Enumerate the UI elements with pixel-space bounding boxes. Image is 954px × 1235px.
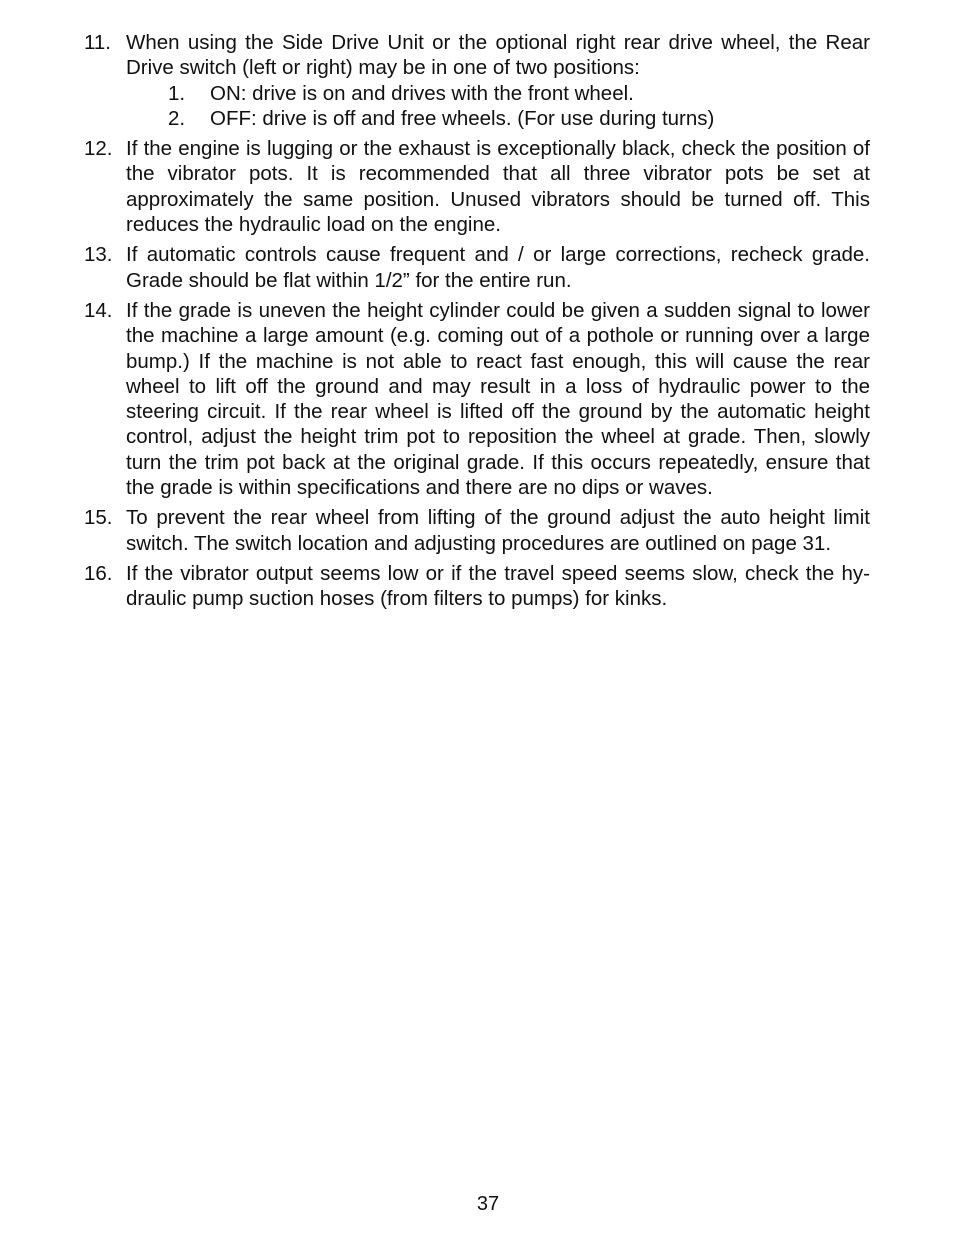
sub-item-number: 2. <box>168 106 186 130</box>
list-item-16 <box>84 561 870 612</box>
item-number: 11. <box>84 31 111 54</box>
item-text: If the vibrator output seems low or if the travel speed seems slow, check the hydraulic pump suction hoses (from filters to pumps) for kinks. <box>126 561 870 611</box>
list-item-13 <box>84 242 870 293</box>
item-number: 15. <box>84 506 113 530</box>
item-text: To prevent the rear wheel from lifting of the ground adjust the auto height limit switch. The switch location and adjusting procedures are outlined on page 31. <box>126 506 870 555</box>
item-text: When using the Side Drive Unit or the optional right rear drive wheel, the Rear Drive switch (left or right) may be in one of two positions: <box>126 31 870 80</box>
item-text: If the grade is uneven the height cylinder could be given a sudden signal to lower the machine a large amount (e.g. coming out of a pothole or running over a large bump.) If the machine is not able to react fast enough, this will cause the rear wheel to lift off the ground and may result in a loss of hydraulic power to the steering circuit. If the rear wheel is lifted off the ground by the automatic height control, adjust the height trim pot to reposition the wheel at grade. Then, slowly turn the trim pot back at the original grade. If this occurs repeatedly, ensure that the grade is within specifications and there are no dips or waves. <box>126 298 870 500</box>
item-number: 13. <box>84 243 113 267</box>
sub-item-1 <box>126 81 870 106</box>
sub-list <box>126 81 870 132</box>
list-item-14 <box>84 298 870 500</box>
item-number: 14. <box>84 298 113 322</box>
sub-item-2 <box>126 106 870 131</box>
sub-item-number: 1. <box>168 81 186 105</box>
item-number: 12. <box>84 137 113 161</box>
list-item-11 <box>84 30 870 131</box>
instruction-list <box>84 30 870 617</box>
list-item-12 <box>84 136 870 237</box>
item-text: If automatic controls cause frequent and / or large corrections, recheck grade. Grade should be flat within 1/2” for the entire run. <box>126 243 870 292</box>
sub-item-text: ON: drive is on and drives with the front wheel. <box>210 81 634 105</box>
item-text: If the engine is lugging or the exhaust is exceptionally black, check the position of the vibrator pots. It is recommended that all three vibrator pots be set at approximately the same position. Unused vibrators should be turned off. This reduces the hydraulic load on the engine. <box>126 137 870 237</box>
item-number: 16. <box>84 561 113 585</box>
sub-item-text: OFF: drive is off and free wheels. (For use during turns) <box>210 106 715 130</box>
page-number: 37 <box>476 1193 500 1215</box>
list-item-15 <box>84 505 870 556</box>
